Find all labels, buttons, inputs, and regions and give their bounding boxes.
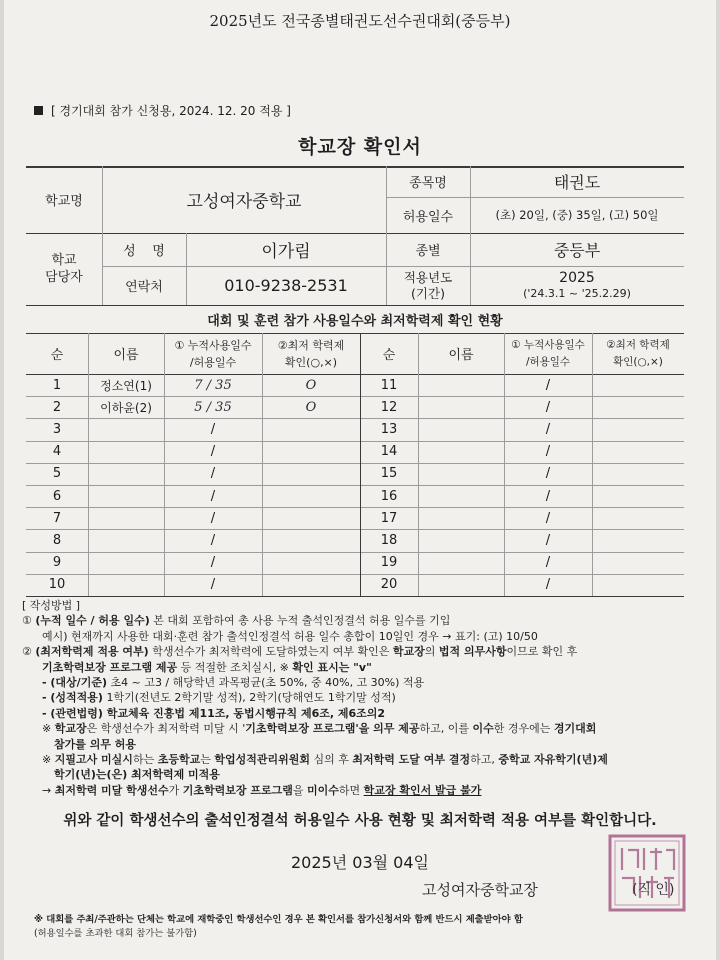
seal-label: (직 인) [632, 882, 675, 898]
row-days: / [210, 577, 216, 593]
row-no: 2 [52, 399, 62, 415]
note-principal-cont: 참가를 의무 허용 [54, 737, 137, 751]
row-edu [262, 507, 360, 529]
row-days: / [545, 555, 551, 571]
header-name: 이름 [113, 348, 139, 363]
row-name [88, 441, 164, 463]
row-no: 12 [380, 399, 398, 415]
school-name-label: 학교명 [45, 194, 83, 209]
row-edu [262, 552, 360, 574]
row-name [418, 529, 504, 551]
row-no: 14 [380, 444, 398, 460]
confirmation-statement: 위와 같이 학생선수의 출석인정결석 허용일수 사용 현황 및 최저학력 적용 여부를 확인합니다. [63, 813, 657, 829]
row-name [418, 374, 504, 396]
signer-name: 고성여자중학교장 [422, 881, 538, 899]
row-no: 9 [52, 555, 62, 571]
row-edu [592, 507, 684, 529]
note-2-cont: 기초학력보장 프로그램 제공 등 적절한 조치실시, ※ 확인 표시는 "v" [42, 660, 372, 674]
header-days-right: ① 누적사용일수 /허용일수 [511, 338, 585, 368]
contact-label: 연락처 [125, 280, 163, 295]
note-law: - (관련법령) 학교체육 진흥법 제11조, 동법시행규칙 제6조, 제6조의2 [42, 706, 386, 720]
row-edu [262, 529, 360, 551]
row-name [88, 418, 164, 440]
row-name [418, 396, 504, 418]
header-no-right: 순 [382, 348, 396, 363]
note-target: - (대상/기준) 초4 ~ 고3 / 해당학년 과목평균(초 50%, 중 40%, 고 30%) 적용 [42, 676, 425, 690]
note-1: ① (누적 일수 / 허용 일수) 본 대회 포함하여 총 사용 누적 출석인정결석 허용 일수를 기입 [22, 614, 451, 628]
row-days: / [210, 532, 216, 548]
row-days: / [210, 488, 216, 504]
row-edu [262, 485, 360, 507]
status-table-title: 대회 및 훈련 참가 사용일수와 최저학력제 확인 현황 [207, 313, 503, 329]
division-value: 중등부 [553, 241, 601, 260]
note-principal: ※ 학교장은 학생선수가 최저학력 미달 시 '기초학력보장 프로그램'을 의무 제공하고, 이를 이수한 경우에는 경기대회 [42, 722, 597, 736]
row-days: / [210, 421, 216, 437]
event-value: 태권도 [553, 173, 601, 192]
row-days: / [545, 377, 551, 393]
document-title: 학교장 확인서 [298, 136, 422, 158]
name-label: 성 명 [123, 244, 165, 259]
event-label: 종목명 [409, 176, 447, 191]
form-version-info: [ 경기대회 참가 신청용, 2024. 12. 20 적용 ] [34, 102, 291, 119]
row-days: / [545, 421, 551, 437]
note-arrow: → 최저학력 미달 학생선수가 기초학력보장 프로그램을 미이수하면 학교장 확인서 발급 불가 [42, 783, 482, 797]
year-label: 적용년도 (기간) [403, 269, 453, 301]
row-no: 3 [52, 421, 62, 437]
note-elementary: ※ 지필고사 미실시하는 초등학교는 학업성적관리위원회 심의 후 최저학력 도달 여부 결정하고, 중학교 자유학기(년)제 [42, 753, 608, 767]
row-name [418, 574, 504, 596]
row-edu [592, 463, 684, 485]
row-days: / [210, 510, 216, 526]
contact-value: 010-9238-2531 [224, 276, 348, 295]
allowed-days-label: 허용일수 [402, 209, 454, 225]
row-name [88, 529, 164, 551]
manager-label: 학교 담당자 [45, 253, 83, 285]
row-edu [262, 441, 360, 463]
row-no: 1 [52, 377, 62, 393]
row-days: / [545, 510, 551, 526]
row-name [88, 507, 164, 529]
row-no: 17 [380, 510, 398, 526]
row-edu: O [305, 377, 317, 393]
row-edu [592, 552, 684, 574]
allowed-days-value: (초) 20일, (중) 35일, (고) 50일 [495, 208, 659, 222]
division-label: 종별 [415, 244, 441, 259]
row-name [418, 441, 504, 463]
row-days: / [545, 399, 551, 415]
row-name [88, 485, 164, 507]
row-name: 이하윤(2) [100, 400, 152, 415]
official-seal-icon [606, 832, 688, 914]
row-no: 13 [380, 421, 398, 437]
row-days: / [210, 555, 216, 571]
row-days: 5 / 35 [194, 399, 232, 415]
row-no: 16 [380, 488, 398, 504]
row-edu [592, 485, 684, 507]
row-edu [592, 396, 684, 418]
row-no: 20 [380, 577, 398, 593]
row-no: 7 [52, 510, 62, 526]
row-edu [262, 463, 360, 485]
note-1-example: 예시) 현재까지 사용한 대회·훈련 참가 출석인정결석 허용 일수 총합이 10일인 경우 → 표기: (고) 10/50 [42, 629, 538, 643]
note-grades: - (성적적용) 1학기(전년도 2학기말 성적), 2학기(당해연도 1학기말 성적) [42, 691, 396, 705]
row-edu [592, 418, 684, 440]
row-days: / [210, 444, 216, 460]
row-no: 18 [380, 532, 398, 548]
row-days: / [545, 466, 551, 482]
school-name-value: 고성여자중학교 [186, 192, 302, 212]
writing-instructions [22, 598, 702, 798]
row-name [418, 507, 504, 529]
row-days: / [545, 577, 551, 593]
row-no: 10 [48, 577, 66, 593]
document-page [4, 0, 716, 960]
row-edu: O [305, 399, 317, 415]
row-no: 19 [380, 555, 398, 571]
row-name [418, 552, 504, 574]
header-no: 순 [50, 348, 64, 363]
header-days: ① 누적사용일수 /허용일수 [174, 338, 252, 369]
row-name [418, 463, 504, 485]
row-name: 정소연(1) [100, 378, 152, 393]
row-no: 6 [52, 488, 62, 504]
row-days: 7 / 35 [194, 377, 232, 393]
header-edu-right: ②최저 학력제 확인(○,×) [606, 338, 670, 368]
row-edu [592, 441, 684, 463]
name-value: 이가림 [261, 242, 311, 262]
row-no: 8 [52, 532, 62, 548]
row-name [88, 574, 164, 596]
row-name [418, 418, 504, 440]
row-no: 5 [52, 466, 62, 482]
row-days: / [545, 488, 551, 504]
row-edu [592, 374, 684, 396]
row-days: / [545, 532, 551, 548]
row-days: / [545, 444, 551, 460]
issue-date: 2025년 03월 04일 [291, 853, 429, 872]
row-days: / [210, 466, 216, 482]
row-no: 11 [380, 377, 398, 393]
row-edu [592, 529, 684, 551]
notes-heading: [ 작성방법 ] [22, 599, 81, 612]
row-edu [262, 574, 360, 596]
row-edu [262, 418, 360, 440]
note-elementary-cont: 학기(년)는(은) 최저학력제 미적용 [54, 768, 220, 782]
row-name [418, 485, 504, 507]
row-name [88, 463, 164, 485]
row-no: 4 [52, 444, 62, 460]
footer-note: ※ 대회를 주최/주관하는 단체는 학교에 재학중인 학생선수인 경우 본 확인서를 참가신청서와 함께 반드시 제출받아야 함 (허용일수를 초과한 대회 참가는 불가함) [34, 914, 523, 939]
year-value: 2025 ('24.3.1 ~ '25.2.29) [523, 269, 631, 300]
header-name-right: 이름 [448, 348, 474, 363]
square-bullet-icon [34, 106, 43, 115]
header-edu: ②최저 학력제 확인(○,×) [277, 338, 345, 369]
row-name [88, 552, 164, 574]
note-2: ② (최저학력제 적용 여부) 학생선수가 최저학력에 도달하였는지 여부 확인은 학교장의 법적 의무사항이므로 확인 후 [22, 645, 578, 659]
row-no: 15 [380, 466, 398, 482]
row-edu [592, 574, 684, 596]
competition-title: 2025년도 전국종별태권도선수권대회(중등부) [209, 12, 511, 30]
